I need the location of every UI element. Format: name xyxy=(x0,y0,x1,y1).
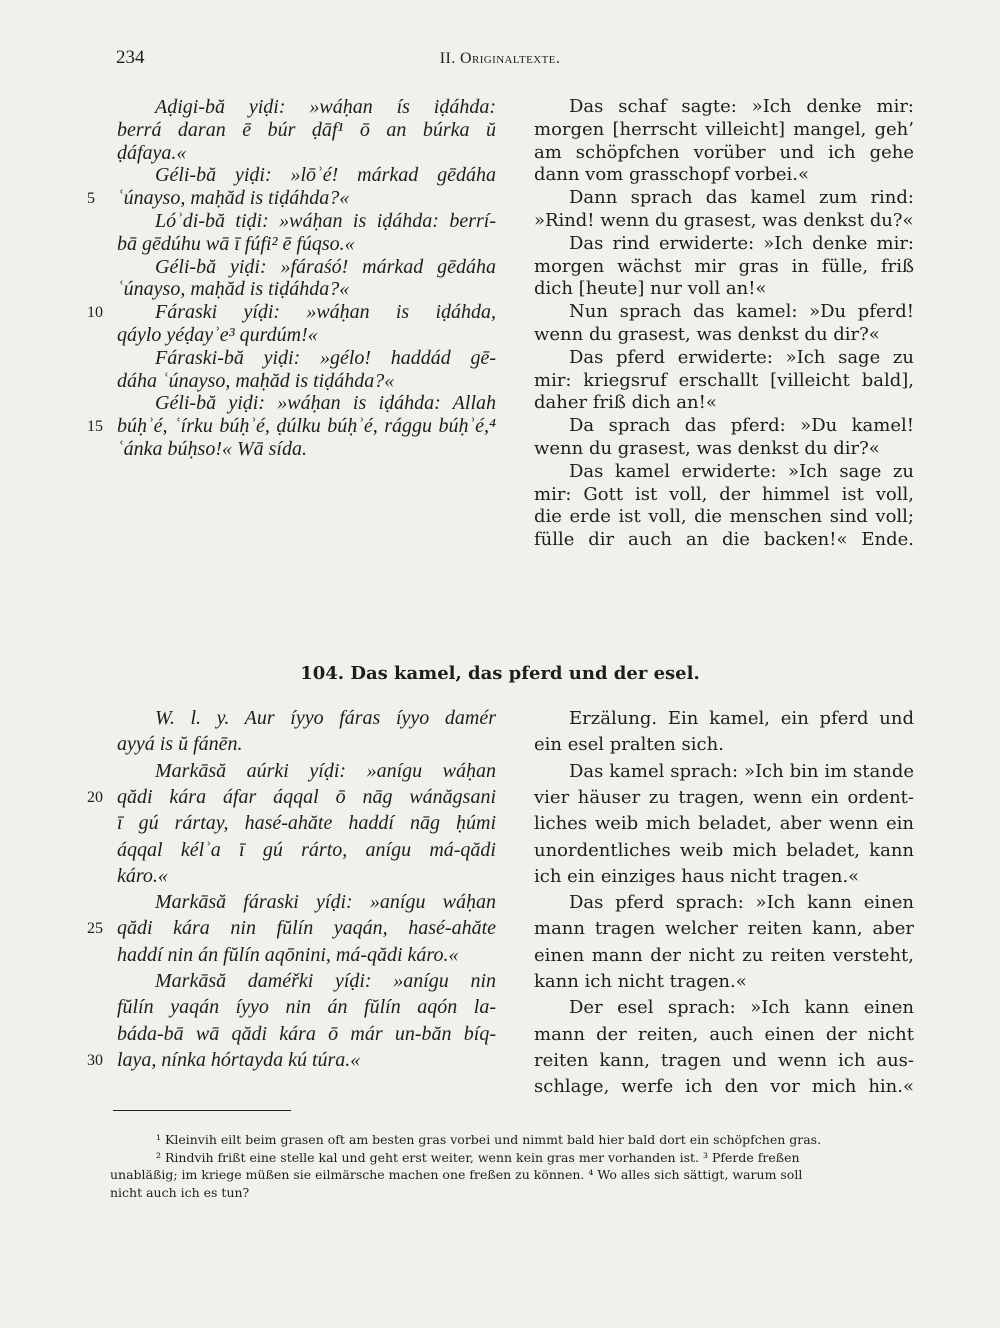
line-number: 30 xyxy=(87,1051,103,1069)
text-line: fŭlín yaqán íyyo nin án fŭlín aqón la- xyxy=(117,996,496,1019)
text-line: Géli-bă yiḍi: »fáraśó! márkad gēdáha xyxy=(155,255,496,278)
translation-line: mann der reiten, auch einen der nicht xyxy=(534,1023,914,1045)
translation-line: ein esel pralten sich. xyxy=(534,734,724,756)
line-number: 15 xyxy=(87,418,103,436)
translation-line: Dann sprach das kamel zum rind: xyxy=(569,187,914,209)
translation-line: Das rind erwiderte: »Ich denke mir: xyxy=(569,232,914,254)
text-line: Markāsă aúrki yíḍi: »anígu wáḥan xyxy=(155,759,496,782)
text-line: ḍáfaya.« xyxy=(117,141,187,164)
translation-line: vier häuser zu tragen, wenn ein ordent- xyxy=(534,786,914,808)
line-number: 25 xyxy=(87,920,103,938)
translation-line: einen mann der nicht zu reiten versteht, xyxy=(534,944,914,966)
translation-line: mann tragen welcher reiten kann, aber xyxy=(534,918,914,940)
text-line: báda-bā wā qădi kára ō már un-băn bíq- xyxy=(117,1022,496,1045)
translation-line: Da sprach das pferd: »Du kamel! xyxy=(569,415,914,437)
text-line: Markāsă fáraski yíḍi: »anígu wáḥan xyxy=(155,891,496,914)
text-line: búḥʾé, ʿírku búḥʾé, ḍúlku búḥʾé, rággu búḥʾé,⁴ xyxy=(117,415,496,438)
section-heading: 104. Das kamel, das pferd und der esel. xyxy=(300,663,700,684)
text-line: ʿúnayso, maḥăd is tiḍáhda?« xyxy=(117,187,350,210)
text-line: Lóʾdi-bă tiḍi: »wáḥan is iḍáhda: berrí- xyxy=(155,210,496,232)
translation-line: die erde ist voll, die menschen sind voll; xyxy=(534,506,914,528)
translation-line: kann ich nicht tragen.« xyxy=(534,971,747,992)
text-line: haddí nin án fŭlín aqōnini, má-qădi káro.« xyxy=(117,943,459,966)
text-line: Markāsă daméřki yíḍi: »anígu nin xyxy=(155,970,496,992)
text-line: bā gēdúhu wā ī fúfi² ē fúqso.« xyxy=(117,232,355,255)
footnote-line: ² Rindvih frißt eine stelle kal und geht erst weiter, wenn kein gras mer vorhanden ist. ³ Pferde freßen xyxy=(156,1149,800,1165)
text-line: qădi kára áfar áqqal ō nāg wánăgsani xyxy=(117,785,496,808)
translation-line: Der esel sprach: »Ich kann einen xyxy=(569,997,914,1019)
line-number: 10 xyxy=(87,304,103,322)
translation-line: morgen wächst mir gras in fülle, friß xyxy=(534,255,914,277)
text-line: káro.« xyxy=(117,864,168,887)
text-line: ī gú rártay, hasé-ahăte haddí nāg ḥúmi xyxy=(117,812,496,835)
text-line: áqqal kélʾa ī gú rárto, anígu má-qădi xyxy=(117,838,496,861)
translation-line: ich ein einziges haus nicht tragen.« xyxy=(534,865,860,887)
translation-line: dich [heute] nur voll an!« xyxy=(534,278,767,300)
text-line: Géli-bă yiḍi: »wáḥan is iḍáhda: Allah xyxy=(155,392,496,415)
text-line: Fáraski yíḍi: »wáḥan is iḍáhda, xyxy=(155,301,496,324)
translation-line: wenn du grasest, was denkst du dir?« xyxy=(534,438,880,459)
translation-line: Das pferd erwiderte: »Ich sage zu xyxy=(569,346,914,368)
translation-line: wenn du grasest, was denkst du dir?« xyxy=(534,324,880,345)
line-number: 20 xyxy=(87,788,103,806)
text-line: berrá daran ē búr ḍāf¹ ō an búrka ŭ xyxy=(117,118,496,141)
line-number: 5 xyxy=(87,190,95,208)
translation-line: mir: Gott ist voll, der himmel ist voll, xyxy=(534,483,914,505)
text-line: qădi kára nin fŭlín yaqán, hasé-ahăte xyxy=(117,917,496,940)
footnote-line: ¹ Kleinvih eilt beim grasen oft am besten gras vorbei und nimmt bald hier bald dort ein schöpfchen gras. xyxy=(156,1132,822,1147)
text-line: Géli-bă yiḍi: »lōʾé! márkad gēdáha xyxy=(155,164,496,187)
footnote-rule xyxy=(113,1110,291,1111)
running-head: II. Originaltexte. xyxy=(439,50,561,67)
translation-line: liches weib mich beladet, aber wenn ein xyxy=(534,813,914,835)
translation-line: Das kamel erwiderte: »Ich sage zu xyxy=(569,460,914,482)
text-line: dáha ʿúnayso, maḥăd is tiḍáhda?« xyxy=(117,369,395,392)
translation-line: Erzälung. Ein kamel, ein pferd und xyxy=(569,708,914,729)
text-line: laya, nínka hórtayda kú túra.« xyxy=(117,1048,361,1071)
translation-line: Das schaf sagte: »Ich denke mir: xyxy=(569,96,914,117)
text-line: W. l. y. Aur íyyo fáras íyyo damér xyxy=(155,707,496,729)
text-line: ayyá is ŭ fánēn. xyxy=(117,733,243,756)
translation-line: fülle dir auch an die backen!« Ende. xyxy=(534,529,914,551)
page-number: 234 xyxy=(116,47,145,68)
text-line: Aḍigi-bă yiḍi: »wáḥan ís iḍáhda: xyxy=(155,96,496,118)
translation-line: dann vom grasschopf vorbei.« xyxy=(534,164,809,186)
translation-line: am schöpfchen vorüber und ich gehe xyxy=(534,141,914,163)
translation-line: »Rind! wenn du grasest, was denkst du?« xyxy=(534,210,914,231)
translation-line: mir: kriegsruf erschallt [villeicht bald], xyxy=(534,369,914,391)
footnote-line: nicht auch ich es tun? xyxy=(110,1184,250,1200)
text-line: ʿánka búḥso!« Wā sída. xyxy=(117,438,307,460)
translation-line: morgen [herrscht villeicht] mangel, geh’ xyxy=(534,118,914,140)
translation-line: Das kamel sprach: »Ich bin im stande xyxy=(569,760,914,782)
translation-line: daher friß dich an!« xyxy=(534,392,717,414)
translation-line: Nun sprach das kamel: »Du pferd! xyxy=(569,301,914,323)
translation-line: unordentliches weib mich beladet, kann xyxy=(534,839,914,861)
text-line: ʿúnayso, maḥăd is tiḍáhda?« xyxy=(117,278,350,301)
text-line: qáylo yéḍayʾe³ qurdúm!« xyxy=(117,324,318,346)
translation-line: reiten kann, tragen und wenn ich aus- xyxy=(534,1049,914,1071)
translation-line: schlage, werfe ich den vor mich hin.« xyxy=(534,1076,914,1098)
footnote-line: unabläßig; im kriege müßen sie eilmärsche machen one freßen zu können. ⁴ Wo alles sich sättigt, warum soll xyxy=(110,1167,803,1182)
translation-line: Das pferd sprach: »Ich kann einen xyxy=(569,892,914,914)
text-line: Fáraski-bă yiḍi: »gélo! haddád gē- xyxy=(155,346,496,369)
